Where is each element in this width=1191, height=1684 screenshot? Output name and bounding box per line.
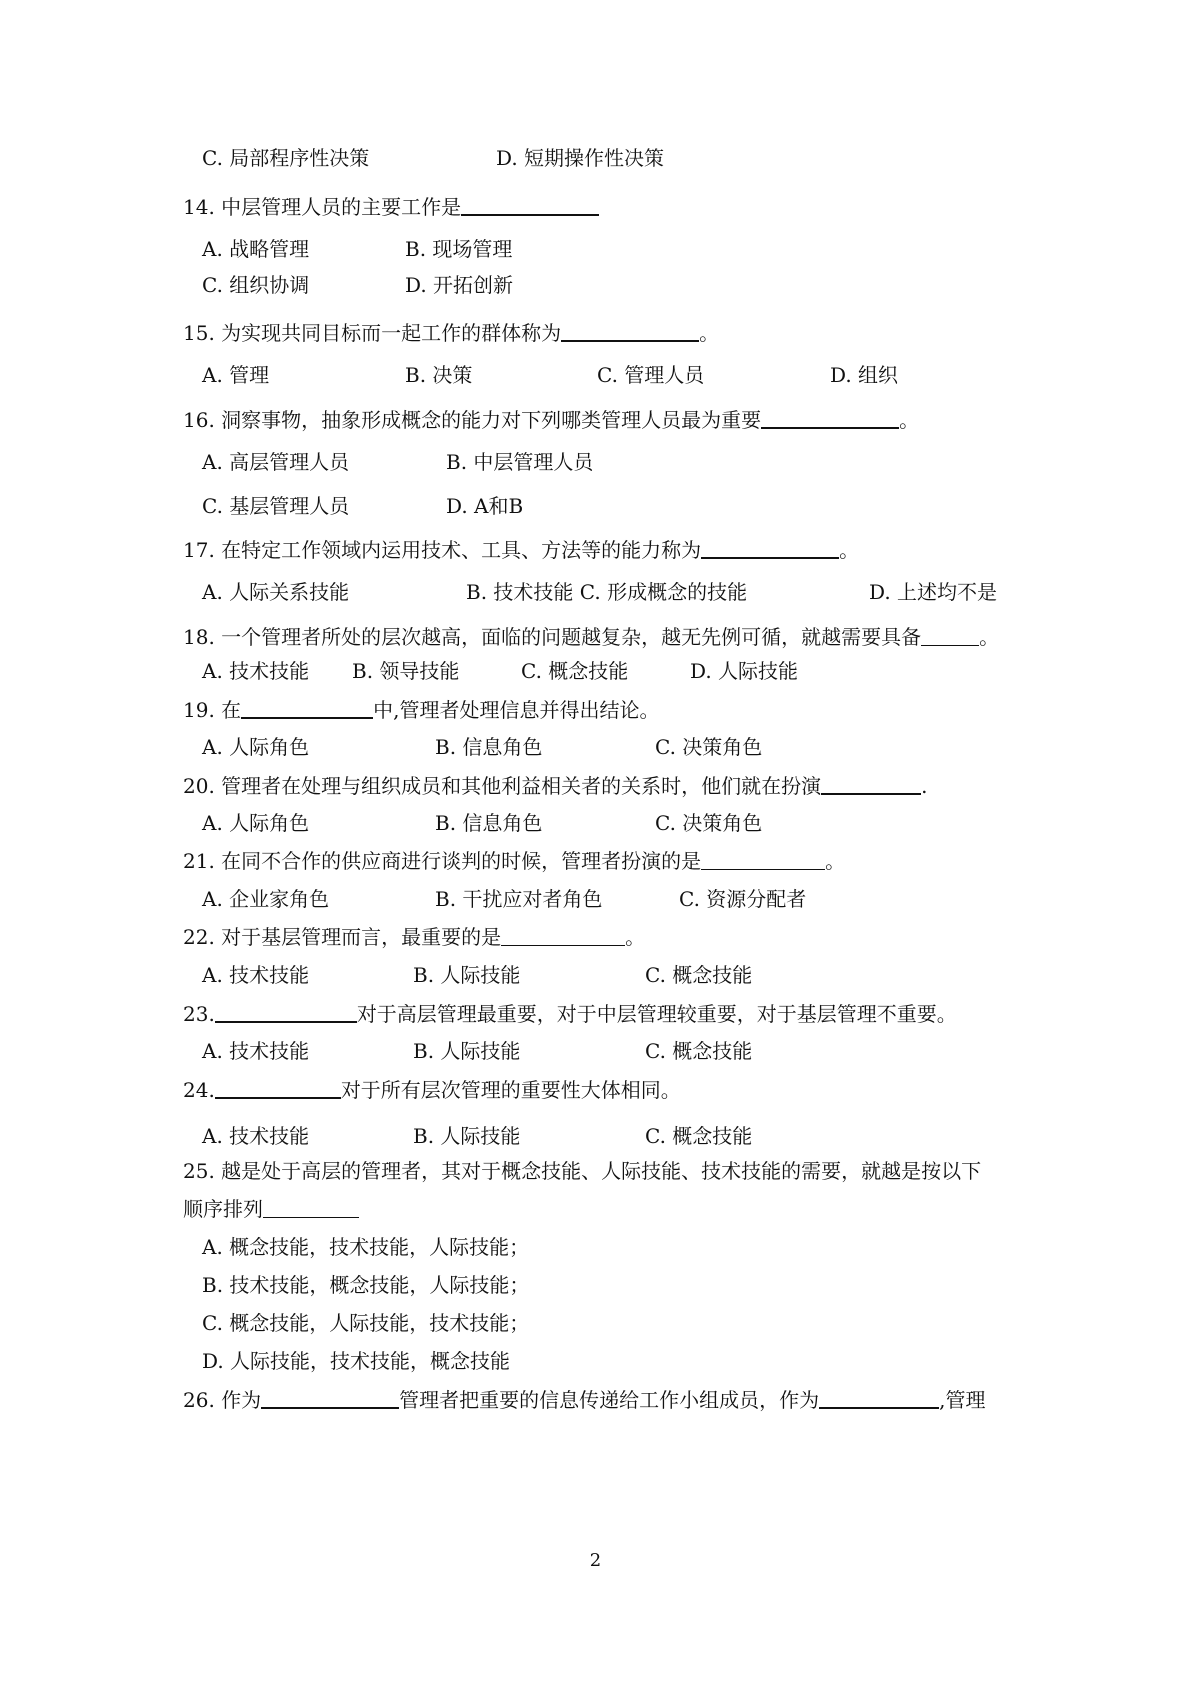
option-a: A. 技术技能 [202,659,310,683]
question-26-post: ,管理 [939,1388,986,1412]
option-b: B. 技术技能，概念技能，人际技能； [202,1273,530,1297]
question-15-end: 。 [699,321,720,345]
option-a: A. 人际关系技能 [202,580,350,604]
option-d: D. 人际技能 [690,659,799,683]
option-c: C. 概念技能 [645,1039,753,1063]
option-d: D. 开拓创新 [405,273,514,297]
answer-blank[interactable] [821,773,921,795]
answer-blank[interactable] [761,407,899,429]
question-15-text: 15. 为实现共同目标而一起工作的群体称为 [183,321,562,345]
answer-blank[interactable] [921,625,979,646]
option-b: B. 人际技能 [413,1039,521,1063]
question-19-post: 中,管理者处理信息并得出结论。 [373,698,660,722]
option-b: B. 人际技能 [413,1124,521,1148]
question-19-pre: 19. 在 [183,698,242,722]
question-26-mid: 管理者把重要的信息传递给工作小组成员，作为 [399,1388,820,1412]
question-26 [183,1387,986,1412]
option-c: C. 组织协调 [202,273,310,297]
answer-blank[interactable] [501,925,625,946]
question-16 [183,407,919,432]
answer-blank-2[interactable] [819,1387,939,1409]
option-d: D. 组织 [830,363,899,387]
question-15 [183,320,719,345]
answer-blank[interactable] [701,849,825,870]
option-d: D. 人际技能，技术技能，概念技能 [202,1349,511,1373]
question-18-end: 。 [979,625,1000,649]
answer-blank[interactable] [215,1001,357,1023]
question-23-post: 对于高层管理最重要，对于中层管理较重要，对于基层管理不重要。 [356,1002,957,1026]
question-23-pre: 23. [183,1002,215,1026]
question-24 [183,1077,681,1102]
option-b: B. 决策 [405,363,473,387]
question-17-end: 。 [839,538,860,562]
question-21-end: 。 [825,849,846,873]
question-25-line2-text: 顺序排列 [183,1197,263,1221]
option-b: B. 人际技能 [413,963,521,987]
option-c: C. 基层管理人员 [202,494,350,518]
question-25-line2 [183,1197,359,1221]
answer-blank-1[interactable] [261,1387,399,1409]
question-22-end: 。 [625,925,646,949]
question-20 [183,773,928,798]
option-a: A. 高层管理人员 [202,450,350,474]
option-d: D. A和B [446,494,524,518]
question-20-text: 20. 管理者在处理与组织成员和其他利益相关者的关系时，他们就在扮演 [183,774,822,798]
question-22 [183,925,645,949]
option-a: A. 管理 [202,363,270,387]
option-a: A. 企业家角色 [202,887,330,911]
question-24-pre: 24. [183,1078,215,1102]
option-a: A. 人际角色 [202,735,310,759]
question-14 [183,194,599,219]
option-a: A. 技术技能 [202,1039,310,1063]
option-c: C. 局部程序性决策 [202,146,370,170]
option-b: B. 现场管理 [405,237,513,261]
answer-blank[interactable] [461,194,599,216]
option-c: C. 概念技能，人际技能，技术技能； [202,1311,530,1335]
question-21-text: 21. 在同不合作的供应商进行谈判的时候，管理者扮演的是 [183,849,702,873]
question-23 [183,1001,957,1026]
question-22-text: 22. 对于基层管理而言，最重要的是 [183,925,502,949]
option-c: C. 决策角色 [655,735,763,759]
page-number: 2 [589,1550,602,1571]
option-b-c: B. 技术技能 C. 形成概念的技能 [466,580,748,604]
option-b: B. 领导技能 [352,659,460,683]
question-18-text: 18. 一个管理者所处的层次越高，面临的问题越复杂，越无先例可循，就越需要具备 [183,625,922,649]
option-c: C. 概念技能 [645,963,753,987]
question-18 [183,625,999,649]
option-a: A. 技术技能 [202,963,310,987]
option-a: A. 战略管理 [202,237,310,261]
question-16-end: 。 [899,408,920,432]
option-b: B. 干扰应对者角色 [435,887,603,911]
option-a: A. 人际角色 [202,811,310,835]
question-19 [183,697,660,722]
option-d: D. 上述均不是 [869,580,998,604]
question-24-post: 对于所有层次管理的重要性大体相同。 [340,1078,681,1102]
question-25-line1: 25. 越是处于高层的管理者，其对于概念技能、人际技能、技术技能的需要，就越是按以下 [183,1159,982,1183]
option-d: D. 短期操作性决策 [496,146,665,170]
option-b: B. 中层管理人员 [446,450,594,474]
option-b: B. 信息角色 [435,735,543,759]
question-17 [183,537,859,562]
option-a: A. 概念技能，技术技能，人际技能； [202,1235,530,1259]
answer-blank[interactable] [561,320,699,342]
option-c: C. 概念技能 [645,1124,753,1148]
question-17-text: 17. 在特定工作领域内运用技术、工具、方法等的能力称为 [183,538,702,562]
question-14-text: 14. 中层管理人员的主要工作是 [183,195,462,219]
option-c: C. 资源分配者 [679,887,807,911]
question-26-pre: 26. 作为 [183,1388,262,1412]
option-c: C. 管理人员 [597,363,705,387]
answer-blank[interactable] [215,1077,341,1099]
question-20-end: . [921,774,928,798]
option-a: A. 技术技能 [202,1124,310,1148]
option-b: B. 信息角色 [435,811,543,835]
question-21 [183,849,845,873]
answer-blank[interactable] [241,697,373,719]
question-16-text: 16. 洞察事物，抽象形成概念的能力对下列哪类管理人员最为重要 [183,408,762,432]
answer-blank[interactable] [701,537,839,559]
answer-blank[interactable] [263,1197,359,1218]
option-c: C. 决策角色 [655,811,763,835]
option-c: C. 概念技能 [521,659,629,683]
